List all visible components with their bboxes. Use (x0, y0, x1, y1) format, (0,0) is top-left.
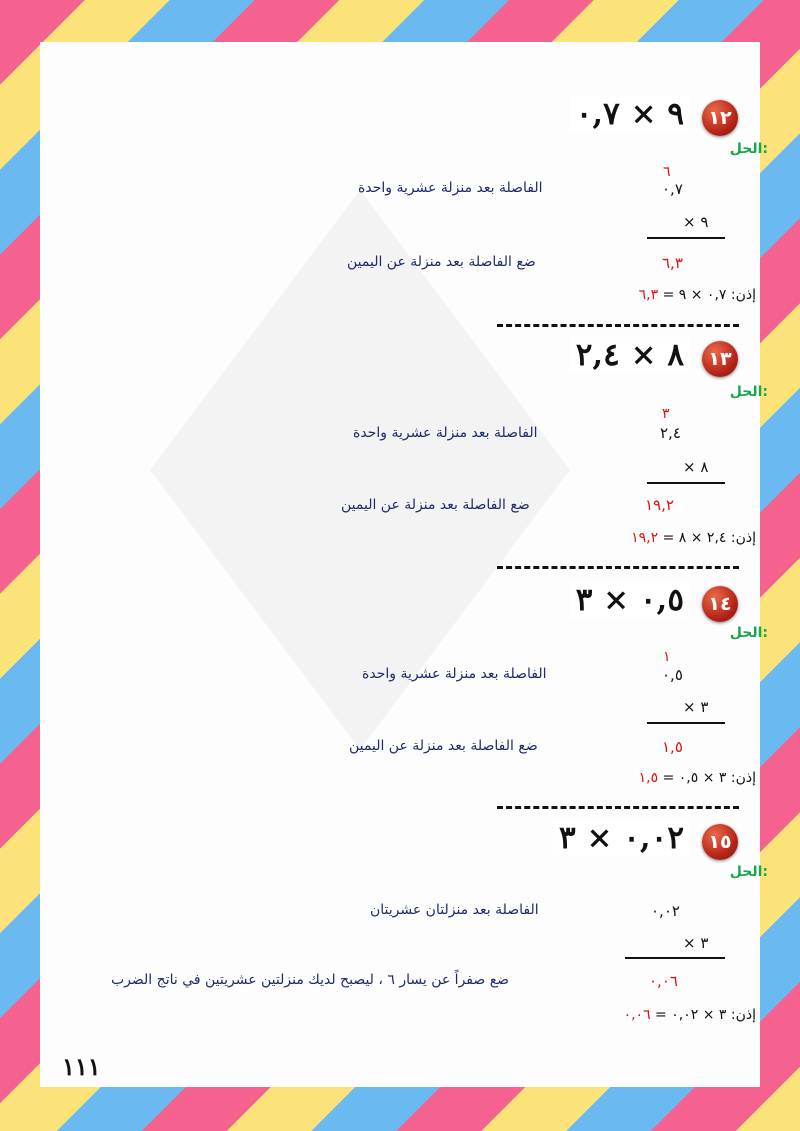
product-result: ٦,٣ (662, 254, 683, 272)
decimal-note: الفاصلة بعد منزلة عشرية واحدة (362, 666, 547, 682)
multiplier: × ٩ (683, 213, 709, 231)
multiplier: × ٣ (683, 934, 709, 952)
problem-expression: ٠,٠٢ × ٣ (553, 820, 690, 856)
multiplicand: ٠,٥ (662, 666, 683, 684)
product-result: ١,٥ (662, 738, 683, 756)
dashed-separator (497, 324, 739, 327)
carry-digit: ٦ (663, 164, 671, 180)
problem-expression: ٨ × ٢,٤ (570, 337, 690, 373)
conclusion-answer: ١٩,٢ (631, 530, 659, 546)
carry-digit: ١ (663, 649, 671, 665)
page-number: ١١١ (62, 1052, 101, 1081)
multiplier: × ٨ (683, 458, 709, 476)
conclusion-prefix: إذن: ٢,٤ × ٨ = (662, 530, 756, 546)
placement-note: ضع الفاصلة بعد منزلة عن اليمين (349, 738, 538, 754)
solution-label: الحل: (729, 384, 768, 400)
conclusion-answer: ١,٥ (638, 770, 659, 786)
solution-label: الحل: (729, 141, 768, 157)
multiplication-rule (625, 957, 725, 959)
conclusion-answer: ٠,٠٦ (623, 1007, 651, 1023)
solution-label: الحل: (729, 625, 768, 641)
conclusion (639, 770, 756, 786)
solution-label: الحل: (729, 864, 768, 880)
multiplication-rule (647, 722, 725, 724)
conclusion (631, 530, 756, 546)
conclusion (624, 1007, 756, 1023)
multiplication-rule (647, 237, 725, 239)
conclusion-prefix: إذن: ٠,٧ × ٩ = (662, 287, 756, 303)
conclusion-answer: ٦,٣ (638, 287, 659, 303)
multiplier: × ٣ (683, 698, 709, 716)
placement-note: ضع الفاصلة بعد منزلة عن اليمين (347, 254, 536, 270)
conclusion-prefix: إذن: ٣ × ٠,٥ = (662, 770, 756, 786)
problem-number-badge: ١٤ (702, 586, 738, 622)
problem-number-badge: ١٢ (702, 100, 738, 136)
decimal-note: الفاصلة بعد منزلة عشرية واحدة (358, 180, 543, 196)
multiplicand: ٠,٠٢ (651, 902, 680, 920)
carry-digit: ٣ (662, 406, 670, 422)
decimal-note: الفاصلة بعد منزلتان عشريتان (370, 902, 539, 918)
problem-expression: ٩ × ٠,٧ (570, 96, 690, 132)
dashed-separator (497, 806, 739, 809)
decimal-note: الفاصلة بعد منزلة عشرية واحدة (353, 425, 538, 441)
conclusion-prefix: إذن: ٣ × ٠,٠٢ = (655, 1007, 756, 1023)
problem-number-badge: ١٥ (702, 824, 738, 860)
multiplicand: ٠,٧ (662, 180, 683, 198)
multiplicand: ٢,٤ (660, 424, 681, 442)
product-result: ٠,٠٦ (649, 972, 678, 990)
dashed-separator (497, 566, 739, 569)
problem-expression: ٠,٥ × ٣ (570, 582, 690, 618)
multiplication-rule (647, 482, 725, 484)
placement-note: ضع صفراً عن يسار ٦ ، ليصبح لديك منزلتين عشريتين في ناتج الضرب (111, 972, 510, 988)
problem-number-badge: ١٣ (702, 341, 738, 377)
product-result: ١٩,٢ (645, 496, 674, 514)
conclusion (639, 287, 756, 303)
placement-note: ضع الفاصلة بعد منزلة عن اليمين (341, 497, 530, 513)
